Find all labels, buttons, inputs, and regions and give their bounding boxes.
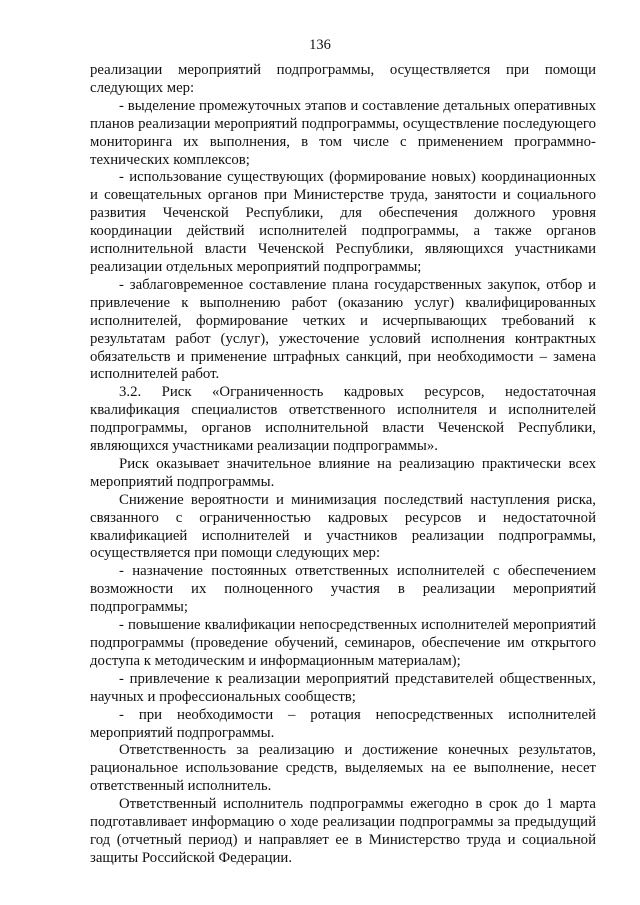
paragraph-risk-impact: Риск оказывает значительное влияние на реализацию практически всех мероприятий подпрограммы.	[90, 455, 596, 490]
page-number: 136	[309, 37, 331, 53]
list-item-qualification: - повышение квалификации непосредственных исполнителей мероприятий подпрограммы (проведение обучений, семинаров, обеспечение им открытого доступа к методическим и информационным материалам);	[90, 617, 596, 669]
list-item-coordination-bodies: - использование существующих (формирование новых) координационных и совещательных органов при Министерстве труда, занятости и социального развития Чеченской Республики, для обеспечения должного уровня координации действий исполнителей подпрограммы, а также органов исполнительной власти Чеченской Республики, являющихся участниками реализации отдельных мероприятий подпрограммы;	[90, 169, 596, 275]
paragraph-annual-report: Ответственный исполнитель подпрограммы ежегодно в срок до 1 марта подготавливает информацию о ходе реализации подпрограммы за предыдущий год (отчетный период) и направляет ее в Министерство труда и социальной защиты Российской Федерации.	[90, 796, 596, 866]
list-item-rotation: - при необходимости – ротация непосредственных исполнителей мероприятий подпрограммы.	[90, 706, 596, 741]
list-item-stages-planning: - выделение промежуточных этапов и составление детальных оперативных планов реализации мероприятий подпрограммы, осуществление последующего мониторинга их выполнения, в том числе с применением программно-технических комплексов;	[90, 97, 596, 168]
paragraph-responsibility: Ответственность за реализацию и достижение конечных результатов, рациональное использование средств, выделяемых на ее выполнение, несет ответственный исполнитель.	[90, 742, 596, 795]
list-item-permanent-executors: - назначение постоянных ответственных исполнителей с обеспечением возможности их полноценного участия в реализации мероприятий подпрограммы;	[90, 563, 596, 616]
risk-heading-3-2: 3.2. Риск «Ограниченность кадровых ресурсов, недостаточная квалификация специалистов ответственного исполнителя и исполнителей подпрограммы, органов исполнительной власти Чеченской Республики, являющихся участниками реализации подпрограммы».	[90, 384, 596, 455]
paragraph-risk-mitigation: Снижение вероятности и минимизация последствий наступления риска, связанного с ограниченностью кадровых ресурсов и недостаточной квалификацией исполнителей и участников реализации подпрограммы, осуществляется при помощи следующих мер:	[90, 491, 596, 562]
document-body	[90, 62, 596, 868]
paragraph-continuation: реализации мероприятий подпрограммы, осуществляется при помощи следующих мер:	[90, 62, 596, 96]
list-item-procurement-plan: - заблаговременное составление плана государственных закупок, отбор и привлечение к выполнению работ (оказанию услуг) квалифицированных исполнителей, формирование четких и исчерпывающих требований к результатам работ (услуг), ужесточение условий исполнения контрактных обязательств и применение штрафных санкций, при необходимости – замена исполнителей работ.	[90, 276, 596, 383]
list-item-communities: - привлечение к реализации мероприятий представителей общественных, научных и профессиональных сообществ;	[90, 670, 596, 705]
